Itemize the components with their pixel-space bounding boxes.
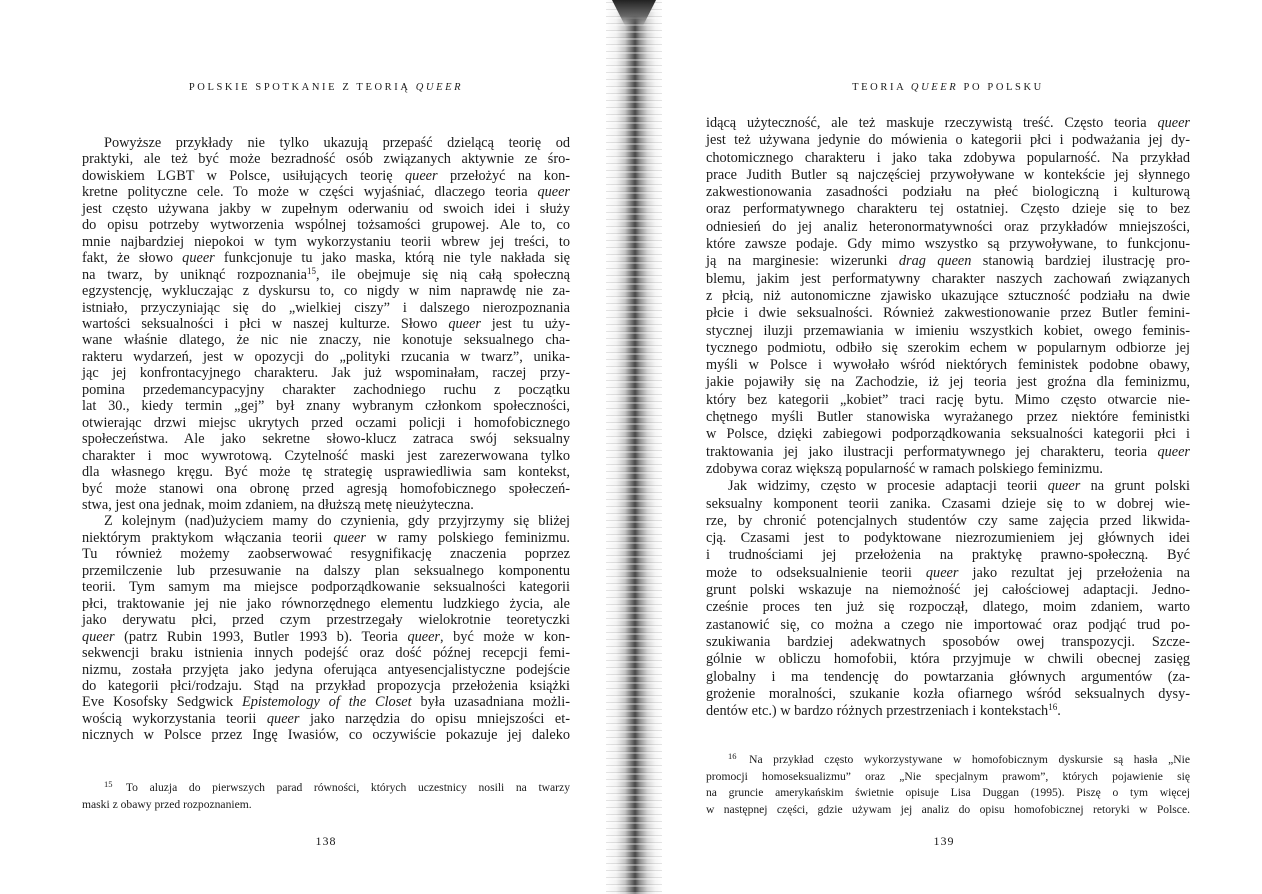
text-line — [706, 703, 1190, 720]
text-run: dla własnego kręgu. Być może tę strategię usprawiedliwia sam kontekst, — [82, 464, 570, 481]
text-line — [706, 305, 1190, 322]
text-line — [706, 599, 1190, 616]
text-run: na twarz, by uniknąć rozpoznania — [82, 266, 308, 283]
text-run: charakter i moc wywrotową. Czytelność maski jest zarezerwowana tylko — [82, 447, 570, 464]
text-line — [82, 234, 570, 250]
text-run: odniesień do jej analiz heteronormatywności oraz przykładów mniejszości, — [706, 218, 1190, 235]
italic-term: QUEER — [415, 82, 464, 93]
text-run: jąc jej konfrontacyjnego charakteru. Jak już wspominałam, raczej przy- — [82, 365, 570, 382]
italic-term: queer — [333, 529, 366, 546]
text-line — [82, 464, 570, 480]
text-line — [706, 530, 1190, 547]
text-line — [82, 546, 570, 562]
text-line — [82, 332, 570, 348]
text-line — [706, 461, 1190, 478]
text-run: globalny i ma tendencję do powtarzania głównych argumentów (za- — [706, 668, 1190, 685]
text-run: praktyki, ale też być może bezradność osób związanych aktywnie ze śro- — [82, 151, 570, 168]
text-line — [82, 497, 570, 513]
italic-term: queer — [1157, 115, 1190, 131]
text-run: stanowią bardziej ilustrację pro- — [971, 253, 1190, 270]
running-header-right — [706, 82, 1190, 93]
text-line — [706, 409, 1190, 426]
text-run: teorii. Tym samym ma miejsce podporządkowanie seksualności kategorii — [82, 579, 570, 596]
text-line — [82, 431, 570, 447]
italic-term: QUEER — [910, 82, 959, 93]
text-run: wością wykorzystania teorii — [82, 710, 267, 727]
text-run: zastanowić się, co można a czego nie importować oraz podjąć trud po- — [706, 616, 1190, 633]
text-run: do kategorii płci/rodzaju. Stąd na przykład propozycja przełożenia książki — [82, 677, 570, 694]
text-line — [706, 323, 1190, 340]
text-line — [706, 374, 1190, 391]
right-page-body — [706, 115, 1190, 720]
text-run: i trudnościami jej przełożenia na praktykę prawno-społeczną. Być — [706, 547, 1190, 564]
italic-term: queer — [537, 184, 570, 201]
text-run: szukiwania bardziej adekwatnych sposobów owej transpozycji. Szcze- — [706, 633, 1190, 650]
text-run: płcie i dwie seksualności. Również zakwestionowanie przez Butler femini- — [706, 305, 1190, 322]
text-run: płci, traktowanie jej nie jako równorzędnego elementu ludzkiego życia, ale — [82, 595, 570, 612]
text-line — [82, 513, 570, 529]
text-line — [706, 444, 1190, 461]
running-header-left — [82, 82, 570, 93]
italic-term: queer — [182, 250, 215, 267]
text-run: sekwencji braku istnienia innych podejść oraz dość późnej recepcji femi- — [82, 645, 570, 662]
page-number-left: 138 — [315, 834, 337, 848]
text-run: jest często używana jakby w zupełnym oderwaniu od swoich idei i służy — [82, 200, 570, 217]
text-line — [706, 288, 1190, 305]
text-line — [706, 547, 1190, 564]
text-run: niektórym praktykom włączania teorii — [82, 529, 334, 546]
text-run: myśli w Polsce i wywołało wśród niektórych feministek podobne obawy, — [706, 357, 1190, 374]
text-run: egzystencję, wykluczając z dyskursu to, co nigdy w nim naprawdę nie za- — [82, 283, 570, 300]
text-line — [82, 678, 570, 694]
text-run: w Polsce, dzięki zabiegowi podporządkowania seksualności kategorii płci i — [706, 426, 1190, 443]
text-run: rze, by chronić potencjalnych studentów czy same zajęcia przed likwida- — [706, 512, 1190, 529]
text-run: PO POLSKU — [958, 82, 1044, 93]
text-line — [82, 645, 570, 661]
text-line — [82, 629, 570, 645]
text-run: nizmu, została przyjęta jako jedyna oferująca antyesencjalistyczne podejście — [82, 661, 570, 678]
text-run: blemu, jakim jest performatywny charakter naszych zachowań związanych — [706, 270, 1190, 287]
text-run: gólnie w obliczu homofobii, która przyjmuje w chwili obecnej zasięg — [706, 651, 1190, 668]
text-run: do opisu potrzeby wytworzenia wspólnej tożsamości grupowej. Ale to, co — [82, 217, 570, 234]
italic-term: queer — [82, 628, 115, 645]
text-run: które zawsze podaje. Gdy mimo wszystko są przywoływane, to funkcjonu- — [706, 236, 1190, 253]
text-run: przełożyć na kon- — [437, 167, 570, 184]
text-line — [706, 651, 1190, 668]
text-run: wartości seksualności i płci w naszej kulturze. Słowo — [82, 315, 449, 332]
text-line — [82, 135, 570, 151]
text-run: zdobywa coraz większą popularność w ramach polskiego feminizmu. — [706, 460, 1103, 477]
text-run: być może stanowi ona obronę przed agresją homofobicznego społeczeń- — [82, 480, 570, 497]
text-run: mnie najbardziej niepokoi w tym wykorzystaniu teorii wbrew jej treści, to — [82, 233, 570, 250]
text-line — [82, 415, 570, 431]
text-line — [82, 563, 570, 579]
text-run: z płcią, niż autonomiczne zjawisko ukazujące sztuczność podziału na dwie — [706, 287, 1190, 304]
text-line — [706, 478, 1190, 495]
text-line — [706, 236, 1190, 253]
text-run: jest tu uży- — [480, 315, 570, 332]
text-line — [82, 382, 570, 398]
text-run: TEORIA — [852, 82, 911, 93]
text-line — [82, 184, 570, 200]
text-run: rakteru wydarzeń, jest w opozycji do „polityki rzucania w twarz”, unika- — [82, 348, 570, 365]
text-line — [706, 634, 1190, 651]
text-run: stwa, jest ona jednak, moim zdaniem, na dłuższą metę nieużyteczna. — [82, 496, 474, 513]
book-spine-gutter — [606, 0, 662, 894]
text-line — [706, 669, 1190, 686]
text-run: fakt, że słowo — [82, 250, 183, 267]
text-line — [82, 662, 570, 678]
text-run: Z kolejnym (nad)użyciem mamy do czynienia, gdy przyjrzymy się bliżej — [104, 513, 570, 530]
text-run: nicznych w Polsce przez Ingę Iwasiów, co oczywiście pokazuje jej daleko — [82, 727, 570, 744]
text-run: pomina przedemancypacyjny charakter zachodniego ruchu z początku — [82, 381, 570, 398]
italic-term: queer — [266, 710, 300, 727]
text-run: Tu również możemy zaobserwować resygnifikację znaczenia poprzez — [82, 546, 570, 563]
text-run: może to odseksualnienie teorii — [706, 564, 926, 581]
text-line — [706, 184, 1190, 201]
text-line — [706, 686, 1190, 703]
text-line — [82, 596, 570, 612]
text-line — [82, 694, 570, 710]
text-line — [706, 392, 1190, 409]
text-run: na grunt polski — [1080, 478, 1190, 495]
footnote-16 — [706, 752, 1190, 818]
text-run: To aluzja do pierwszych parad równości, których uczestnicy nosili na twarzy — [114, 781, 570, 794]
text-run: na gruncie amerykańskim świetnie opisuje Lisa Duggan (1995). Piszę o tym więcej — [706, 786, 1190, 799]
text-line — [82, 612, 570, 628]
text-line — [706, 132, 1190, 149]
page-number-right: 139 — [933, 834, 955, 848]
text-run: ją na marginesie: wizerunki — [706, 253, 899, 270]
text-run: (patrz Rubin 1993, Butler 1993 b). Teoria — [114, 628, 408, 645]
text-line — [706, 219, 1190, 236]
italic-term: queer — [925, 564, 959, 581]
text-run: cją. Czasami jest to podyktowane niezrozumieniem jej głównych idei — [706, 530, 1190, 547]
footnote-15 — [82, 780, 570, 813]
text-line — [706, 201, 1190, 218]
italic-term: queer — [407, 628, 440, 645]
text-run: przemilczenie lub przesuwanie na dalszy plan seksualnego komponentu — [82, 562, 570, 579]
text-line — [82, 727, 570, 743]
text-line — [82, 151, 570, 167]
text-line — [82, 481, 570, 497]
text-run: traktowania jej jako ilustracji performatywnego jej charakteru, teoria — [706, 443, 1158, 460]
text-line — [82, 365, 570, 381]
text-run: Eve Kosofsky Sedgwick — [82, 694, 243, 711]
text-line — [706, 340, 1190, 357]
text-run: oraz performatywnego charakteru tej ostatniej. Często dzieje się to bez — [706, 201, 1190, 218]
text-run: tycznego podmiotu, odbiło się szerokim echem w popularnym odbiorze jej — [706, 339, 1190, 356]
italic-term: queer — [1157, 443, 1190, 460]
text-run: dentów etc.) w bardzo różnych przestrzeniach i kontekstach — [706, 703, 1049, 720]
text-line — [706, 167, 1190, 184]
text-run: Na przykład często wykorzystywane w homofobicznym dyskursie są hasła „Nie — [738, 753, 1190, 766]
text-run: cześnie proces ten już się rozpoczął, dlatego, moim zdaniem, warto — [706, 599, 1190, 616]
text-run: Powyższe przykłady nie tylko ukazują przepaść dzielącą teorię od — [104, 135, 570, 151]
text-run: jako narzędzia do opisu mniejszości et- — [299, 710, 570, 727]
italic-term: queer — [1047, 478, 1081, 495]
text-line — [706, 565, 1190, 582]
text-line — [82, 168, 570, 184]
text-run: chotomicznego charakteru i jako taka zdobywa popularność. Na przykład — [706, 149, 1190, 166]
text-run: , być może w kon- — [440, 628, 570, 645]
text-line — [82, 448, 570, 464]
footnote-marker: 15 — [104, 779, 113, 789]
text-line — [82, 398, 570, 414]
text-run: maski z obawy przed rozpoznaniem. — [82, 797, 252, 811]
text-run: promocji homoseksualizmu” oraz „Nie specjalnym prawom”, których pojawienie się — [706, 769, 1190, 783]
italic-term: queer — [448, 315, 481, 332]
text-run: jako derywatu płci, przed czym przestrzegały wielokrotnie teoretyczki — [82, 612, 570, 629]
text-run: jest też używana jedynie do mówienia o kategorii płci i podważania jej dy- — [706, 132, 1190, 149]
text-run: POLSKIE SPOTKANIE Z TEORIĄ — [188, 82, 416, 93]
text-run: dowiskiem LGBT w Polsce, usiłujących teorię — [82, 167, 406, 184]
text-line — [706, 513, 1190, 530]
text-line — [82, 300, 570, 316]
text-line — [706, 115, 1190, 132]
text-line — [82, 349, 570, 365]
text-run: istniało, przyczyniając się do „wielkiej ciszy” i dalszego nierozpoznania — [82, 299, 570, 316]
text-run: Jak widzimy, często w procesie adaptacji teorii — [728, 478, 1048, 495]
text-run: zakwestionowania zasadności podziału na płeć biologiczną i kulturową — [706, 184, 1190, 201]
text-line — [706, 617, 1190, 634]
text-run: który bez kategorii „kobiet” traci rację bytu. Mimo często otwarcie nie- — [706, 391, 1190, 408]
text-line — [706, 271, 1190, 288]
text-line — [82, 283, 570, 299]
text-line — [706, 752, 1190, 769]
text-run: kretne polityczne cele. To może w części wyjaśniać, dlaczego teoria — [82, 184, 538, 201]
text-run: była uzasadniana możli- — [411, 694, 570, 711]
footnote-marker: 16 — [728, 751, 737, 761]
text-run: grunt polski wskazuje na niemożność jej całościowej adaptacji. Jedno- — [706, 582, 1190, 599]
text-line — [706, 357, 1190, 374]
text-line — [706, 802, 1190, 819]
text-line — [82, 201, 570, 217]
text-line — [82, 711, 570, 727]
text-line — [706, 582, 1190, 599]
text-run: jako rezultat jej przełożenia na — [958, 564, 1190, 581]
text-line — [706, 496, 1190, 513]
text-run: wane właśnie dlatego, że nic nie znaczy, nie konotuje seksualnego cha- — [82, 332, 570, 349]
text-line — [706, 253, 1190, 270]
text-run: w następnej części, gdzie używam jej analiz do opisu homofobicznej retoryki w Polsce. — [706, 802, 1190, 816]
text-run: lat 30., kiedy termin „gej” był znany wybranym członkom społeczności, — [82, 398, 570, 415]
text-run: stycznej iluzji przemawiania w imieniu wszystkich kobiet, owego feminis- — [706, 322, 1190, 339]
text-line — [706, 769, 1190, 786]
text-run: grożenie moralności, szukanie kozła ofiarnego wśród seksualnych dysy- — [706, 685, 1190, 702]
text-line — [706, 785, 1190, 802]
text-run: seksualny komponent teorii zanika. Czasami dzieje się to w dobrej wie- — [706, 495, 1190, 512]
text-run: idącą użyteczność, ale też maskuje rzeczywistą treść. Często teoria — [706, 115, 1158, 131]
text-line — [82, 267, 570, 283]
text-run: społeczeństwa. Ale jako sekretne słowo-klucz zatraca swój seksualny — [82, 431, 570, 448]
text-run: . — [1057, 703, 1061, 720]
text-run: funkcjonuje tu jako maska, którą nie tyle nakłada się — [214, 250, 571, 267]
text-run: jakie pojawiły się na Zachodzie, iż jej teoria jest groźna dla feminizmu, — [706, 374, 1190, 391]
text-line — [82, 530, 570, 546]
text-run: chętnego myśli Butler stanowiska wyrażanego przez niektóre feministki — [706, 409, 1190, 426]
text-line — [706, 150, 1190, 167]
text-run: w ramy polskiego feminizmu. — [365, 529, 570, 546]
text-line — [82, 780, 570, 797]
footnote-marker: 15 — [307, 265, 317, 276]
left-page-body — [82, 135, 570, 744]
text-line — [82, 797, 570, 814]
text-line — [82, 579, 570, 595]
text-line — [82, 250, 570, 266]
text-line — [706, 426, 1190, 443]
italic-term: queer — [405, 167, 438, 184]
text-run: otwierając drzwi miejsc ukrytych przed oczami policji i homofobicznego — [82, 414, 570, 431]
text-run: prace Judith Butler są najczęściej przywoływane w kontekście jej słynnego — [706, 166, 1190, 183]
italic-term: drag queen — [898, 253, 972, 270]
text-run: , ile obejmuje się nią całą społeczną — [316, 266, 571, 283]
italic-term: Epistemology of the Closet — [242, 694, 412, 711]
footnote-marker: 16 — [1048, 702, 1058, 713]
text-line — [82, 217, 570, 233]
text-line — [82, 316, 570, 332]
